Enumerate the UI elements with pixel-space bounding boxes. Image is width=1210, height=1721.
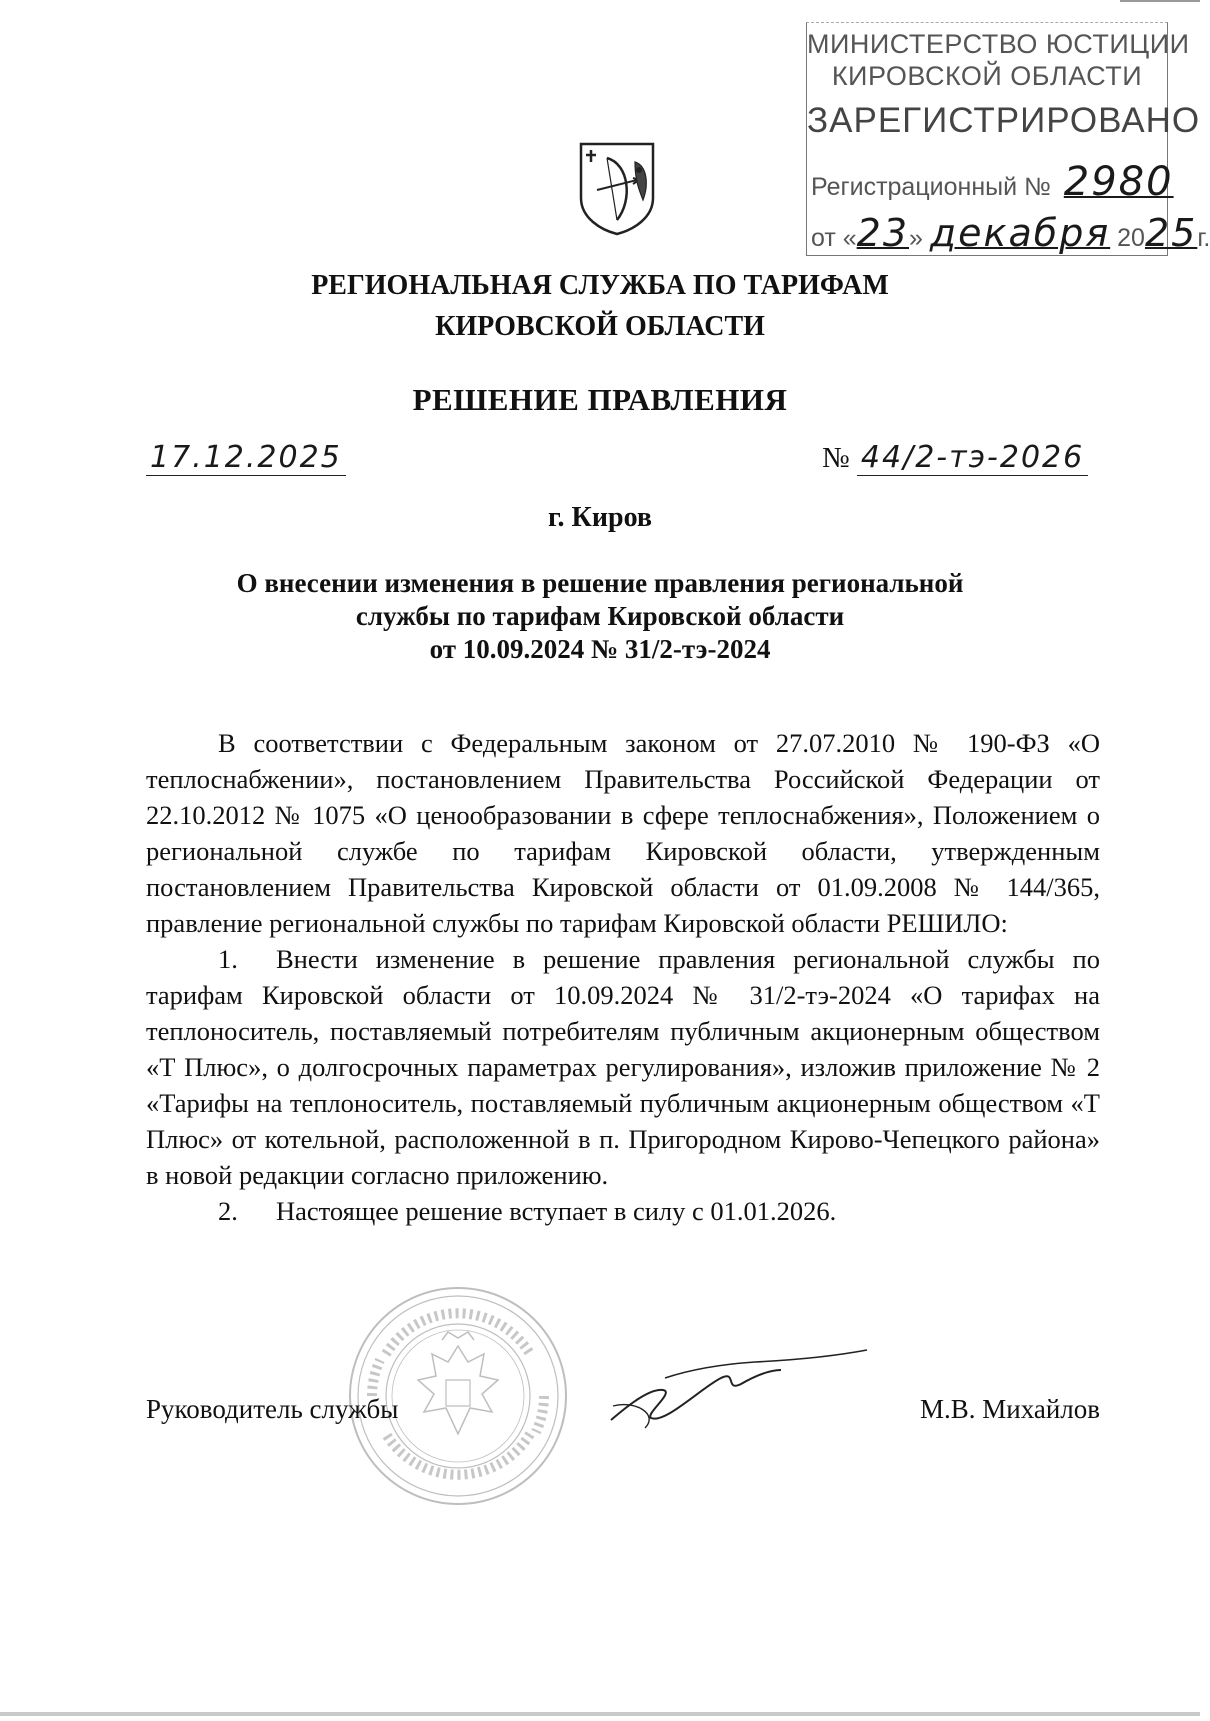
stamp-status: ЗАРЕГИСТРИРОВАНО: [807, 101, 1201, 140]
document-number-label: №: [822, 442, 850, 474]
list-item-number: 2.: [218, 1196, 238, 1226]
stamp-number-value: 2980: [1063, 159, 1174, 205]
document-number-value: 44/2-тэ-2026: [857, 440, 1088, 476]
subject-line-3: от 10.09.2024 № 31/2-тэ-2024: [429, 634, 771, 664]
stamp-date-day: 23: [856, 211, 910, 255]
document-date: 17.12.2025: [146, 440, 346, 476]
list-item-text: Настоящее решение вступает в силу с 01.01.2026.: [276, 1196, 837, 1226]
list-item: [146, 1193, 1100, 1229]
document-number: [822, 440, 1088, 475]
registration-stamp: [806, 22, 1210, 256]
stamp-date-year-suffix: 25: [1144, 211, 1198, 255]
stamp-date-prefix: от «: [811, 224, 857, 252]
handwritten-signature: [605, 1348, 870, 1438]
signatory-name: М.В. Михайлов: [919, 1394, 1100, 1424]
list-item: [146, 941, 1100, 1193]
list-item-number: 1.: [218, 944, 238, 974]
stamp-date-row: [811, 211, 1210, 255]
signatory-position: Руководитель службы: [146, 1394, 399, 1424]
document-subject: [0, 567, 1200, 666]
document-type-title: РЕШЕНИЕ ПРАВЛЕНИЯ: [412, 382, 788, 417]
city: г. Киров: [548, 502, 652, 533]
stamp-date-suffix: г.: [1197, 224, 1210, 252]
stamp-number-row: [811, 159, 1174, 205]
stamp-region-line: КИРОВСКОЙ ОБЛАСТИ: [831, 61, 1143, 91]
preamble-paragraph: В соответствии с Федеральным законом от 27.07.2010 № 190-ФЗ «О теплоснабжении», постановлением Правительства Российской Федерации от 22.10.2012 № 1075 «О ценообразовании в сфере теплоснабжения», Положением о региональной службе по тарифам Кировской области, утвержденным постановлением Правительства Кировской области от 01.09.2008 № 144/365, правление региональной службы по тарифам Кировской области РЕШИЛО:: [146, 728, 1100, 938]
document-body: [146, 725, 1100, 1229]
stamp-number-label: Регистрационный №: [811, 173, 1051, 201]
scan-edge-mark: [1120, 0, 1200, 2]
agency-name-line-2: КИРОВСКОЙ ОБЛАСТИ: [435, 311, 765, 342]
coat-of-arms-icon: [577, 140, 657, 236]
list-item-text: Внести изменение в решение правления региональной службы по тарифам Кировской области от 10.09.2024 № 31/2-тэ-2024 «О тарифах на теплоноситель, поставляемый потребителям публичным акционерным обществом «Т Плюс», о долгосрочных параметрах регулирования», изложив приложение № 2 «Тарифы на теплоноситель, поставляемый публичным акционерным обществом «Т Плюс» от котельной, расположенной в п. Пригородном Кирово-Чепецкого района» в новой редакции согласно приложению.: [146, 944, 1100, 1190]
stamp-date-month: декабря: [929, 211, 1111, 255]
stamp-date-mid: »: [909, 224, 923, 252]
stamp-date-year-prefix: 20: [1117, 224, 1145, 252]
subject-line-2: службы по тарифам Кировской области: [355, 601, 845, 631]
agency-name-line-1: РЕГИОНАЛЬНАЯ СЛУЖБА ПО ТАРИФАМ: [311, 270, 889, 301]
subject-line-1: О внесении изменения в решение правления региональной: [236, 568, 964, 598]
stamp-ministry-line: МИНИСТЕРСТВО ЮСТИЦИИ: [807, 29, 1190, 59]
scan-bottom-edge: [0, 1712, 1200, 1716]
